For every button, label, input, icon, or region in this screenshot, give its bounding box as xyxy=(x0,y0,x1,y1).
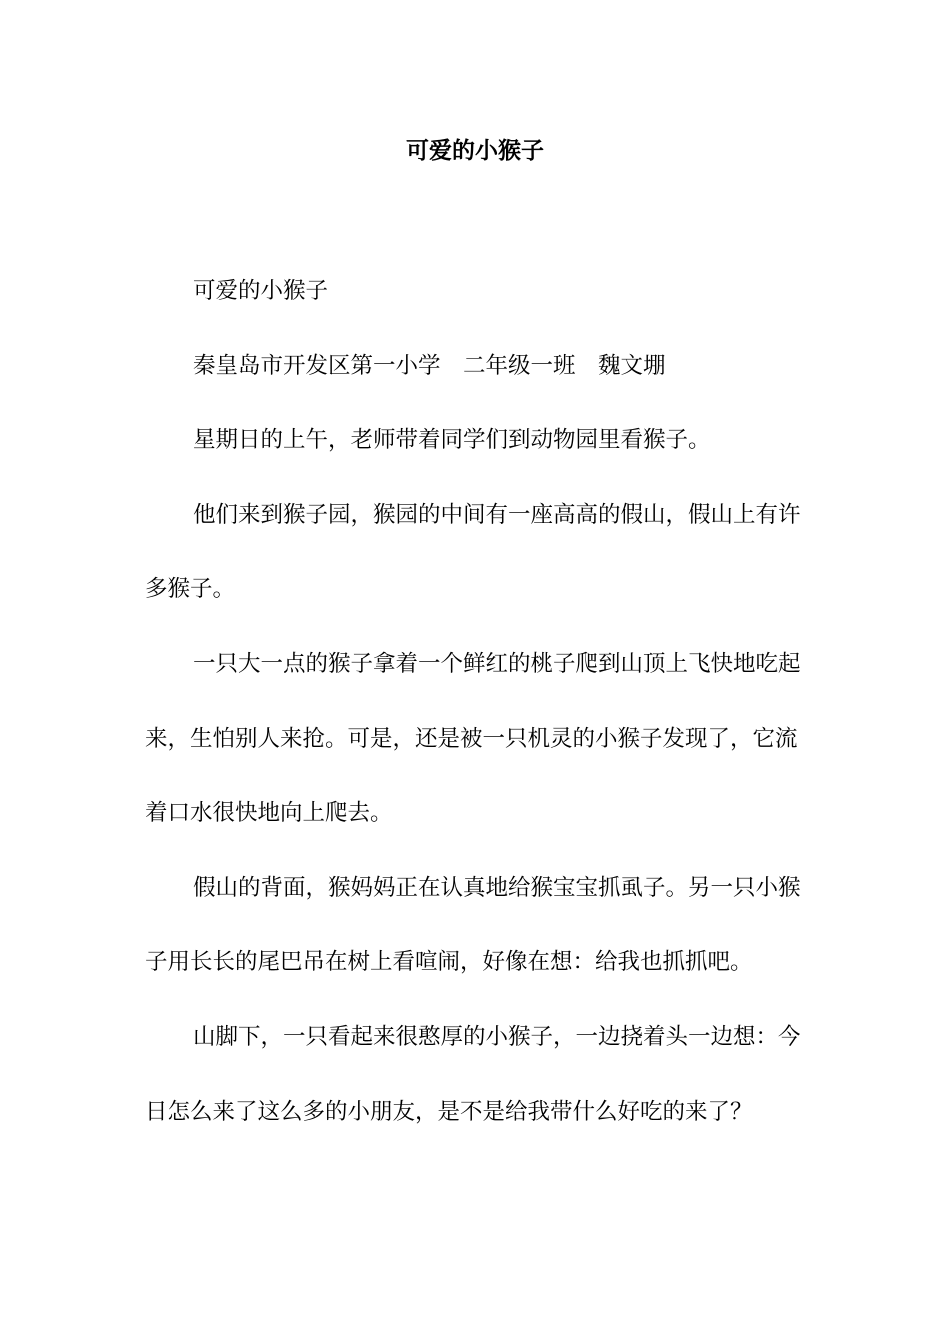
document-body xyxy=(145,254,813,1149)
paragraph: 山脚下，一只看起来很憨厚的小猴子，一边挠着头一边想：今日怎么来了这么多的小朋友，是不是给我带什么好吃的来了？ xyxy=(145,1023,801,1125)
paragraph-subtitle: 可爱的小猴子 xyxy=(193,278,329,304)
paragraph: 假山的背面，猴妈妈正在认真地给猴宝宝抓虱子。另一只小猴子用长长的尾巴吊在树上看喧闹，好像在想：给我也抓抓吧。 xyxy=(145,874,801,976)
paragraph: 星期日的上午，老师带着同学们到动物园里看猴子。 xyxy=(193,427,711,454)
paragraph: 一只大一点的猴子拿着一个鲜红的桃子爬到山顶上飞快地吃起来，生怕别人来抢。可是，还是被一只机灵的小猴子发现了，它流着口水很快地向上爬去。 xyxy=(145,650,801,827)
paragraph-author: 秦皇岛市开发区第一小学 二年级一班 魏文堋 xyxy=(193,352,666,379)
document-title: 可爱的小猴子 xyxy=(406,138,544,164)
paragraph: 他们来到猴子园，猴园的中间有一座高高的假山，假山上有许多猴子。 xyxy=(145,501,801,603)
